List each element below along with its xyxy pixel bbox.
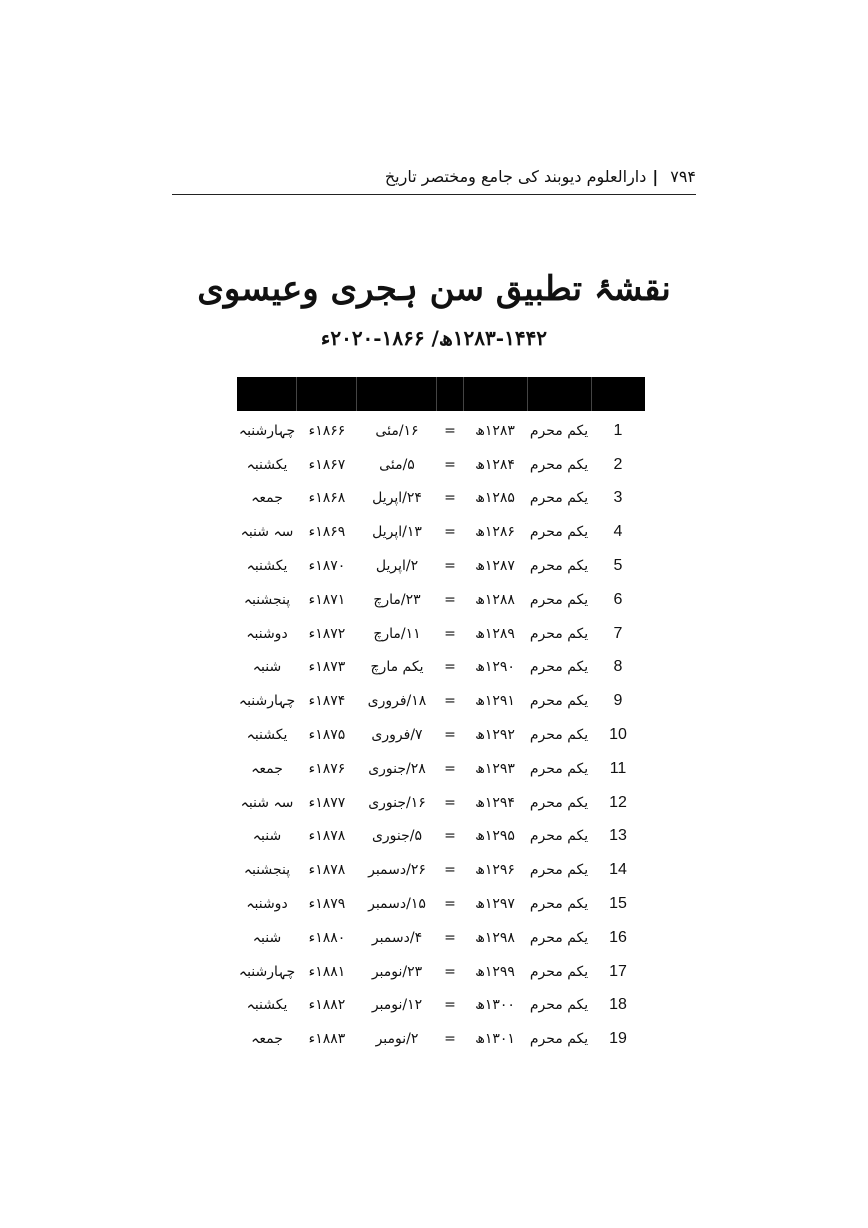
equals-cell: = — [444, 794, 456, 811]
serial-number-cell: 14 — [609, 861, 627, 879]
gregorian-year-cell: ۱۸۷۸ء — [308, 862, 346, 879]
weekday-cell: شنبہ — [252, 659, 282, 676]
gregorian-year-cell: ۱۸۷۵ء — [308, 727, 346, 744]
equals-cell: = — [444, 760, 456, 777]
hijri-date-cell: یکم محرم — [529, 760, 589, 777]
hijri-date-cell: یکم محرم — [529, 862, 589, 879]
table-row — [237, 414, 645, 448]
weekday-cell: جمعہ — [251, 490, 283, 507]
gregorian-year-cell: ۱۸۸۳ء — [308, 1031, 346, 1048]
header-cell-hijri-year — [464, 377, 528, 411]
equals-cell: = — [444, 828, 456, 845]
gregorian-date-cell: ۲/نومبر — [375, 1031, 419, 1048]
gregorian-year-cell: ۱۸۸۲ء — [308, 997, 346, 1014]
equals-cell: = — [444, 1031, 456, 1048]
hijri-year-cell: ۱۳۰۱ھ — [475, 1031, 515, 1048]
gregorian-year-cell: ۱۸۶۷ء — [308, 456, 346, 473]
gregorian-year-cell: ۱۸۷۰ء — [308, 558, 346, 575]
serial-number-cell: 17 — [609, 962, 627, 980]
running-header — [172, 158, 696, 195]
gregorian-year-cell: ۱۸۷۸ء — [308, 828, 346, 845]
serial-number-cell: 1 — [613, 421, 623, 439]
weekday-cell: سہ شنبہ — [240, 794, 294, 811]
serial-number-cell: 13 — [609, 827, 627, 845]
hijri-year-cell: ۱۲۹۳ھ — [475, 760, 515, 777]
equals-cell: = — [444, 963, 456, 980]
page-subtitle: ۱۲۸۳-۱۴۴۲ھ/ ۱۸۶۶-۲۰۲۰ء — [320, 326, 548, 350]
equals-cell: = — [444, 625, 456, 642]
hijri-year-cell: ۱۲۸۷ھ — [475, 558, 515, 575]
hijri-date-cell: یکم محرم — [529, 591, 589, 608]
serial-number-cell: 12 — [609, 793, 627, 811]
hijri-date-cell: یکم محرم — [529, 963, 589, 980]
weekday-cell: جمعہ — [251, 1031, 283, 1048]
equals-cell: = — [444, 862, 456, 879]
equals-cell: = — [444, 524, 456, 541]
hijri-date-cell: یکم محرم — [529, 422, 589, 439]
gregorian-date-cell: ۱۵/دسمبر — [368, 896, 426, 913]
gregorian-year-cell: ۱۸۷۱ء — [308, 591, 346, 608]
gregorian-year-cell: ۱۸۸۰ء — [308, 929, 346, 946]
table-row — [237, 482, 645, 516]
table-row — [237, 989, 645, 1023]
table-row — [237, 921, 645, 955]
calendar-table — [237, 414, 645, 1056]
header-cell-hijri-date — [528, 377, 592, 411]
gregorian-date-cell: ۲۸/جنوری — [368, 760, 426, 777]
gregorian-date-cell: ۱۲/نومبر — [371, 997, 423, 1014]
page-number: ۷۹۴ — [670, 166, 696, 186]
weekday-cell: سہ شنبہ — [240, 524, 294, 541]
hijri-year-cell: ۱۲۹۰ھ — [475, 659, 515, 676]
serial-number-cell: 7 — [613, 624, 623, 642]
gregorian-date-cell: ۲۳/نومبر — [371, 963, 423, 980]
weekday-cell: شنبہ — [252, 929, 282, 946]
hijri-year-cell: ۱۲۹۱ھ — [475, 693, 515, 710]
gregorian-year-cell: ۱۸۷۶ء — [308, 760, 346, 777]
gregorian-date-cell: ۵/مئی — [379, 456, 415, 473]
gregorian-date-cell: ۵/جنوری — [371, 828, 423, 845]
table-row — [237, 515, 645, 549]
serial-number-cell: 9 — [613, 692, 623, 710]
table-row — [237, 651, 645, 685]
header-cell-serial — [592, 377, 645, 411]
table-row — [237, 583, 645, 617]
hijri-date-cell: یکم محرم — [529, 693, 589, 710]
gregorian-date-cell: ۲۳/مارچ — [373, 591, 421, 608]
page-title: نقشۂ تطبیق سن ہجری وعیسوی — [197, 269, 671, 309]
table-row — [237, 752, 645, 786]
table-row — [237, 853, 645, 887]
header-cell-greg-date — [357, 377, 437, 411]
weekday-cell: یکشنبہ — [246, 456, 288, 473]
gregorian-year-cell: ۱۸۷۹ء — [308, 896, 346, 913]
hijri-year-cell: ۱۲۸۸ھ — [475, 591, 515, 608]
serial-number-cell: 19 — [609, 1030, 627, 1048]
table-row — [237, 549, 645, 583]
serial-number-cell: 3 — [613, 489, 623, 507]
gregorian-year-cell: ۱۸۷۴ء — [308, 693, 346, 710]
header-separator: | — [652, 166, 659, 186]
hijri-year-cell: ۱۲۸۴ھ — [475, 456, 515, 473]
table-row — [237, 1022, 645, 1056]
equals-cell: = — [444, 929, 456, 946]
gregorian-date-cell: ۱۶/مئی — [375, 422, 419, 439]
hijri-year-cell: ۱۲۸۳ھ — [475, 422, 515, 439]
table-header — [237, 377, 645, 411]
table-row — [237, 448, 645, 482]
gregorian-date-cell: ۱۳/اپریل — [372, 524, 422, 541]
weekday-cell: شنبہ — [252, 828, 282, 845]
equals-cell: = — [444, 997, 456, 1014]
equals-cell: = — [444, 693, 456, 710]
hijri-year-cell: ۱۲۸۵ھ — [475, 490, 515, 507]
serial-number-cell: 10 — [609, 726, 627, 744]
table-row — [237, 820, 645, 854]
hijri-year-cell: ۱۳۰۰ھ — [475, 997, 515, 1014]
hijri-year-cell: ۱۲۹۹ھ — [475, 963, 515, 980]
hijri-date-cell: یکم محرم — [529, 794, 589, 811]
weekday-cell: پنجشنبہ — [243, 862, 291, 879]
header-cell-weekday — [237, 377, 297, 411]
table-row — [237, 887, 645, 921]
gregorian-date-cell: ۴/دسمبر — [371, 929, 423, 946]
header-cell-equals — [437, 377, 464, 411]
equals-cell: = — [444, 896, 456, 913]
gregorian-date-cell: ۱۶/جنوری — [368, 794, 426, 811]
equals-cell: = — [444, 659, 456, 676]
hijri-year-cell: ۱۲۸۹ھ — [475, 625, 515, 642]
serial-number-cell: 15 — [609, 895, 627, 913]
table-row — [237, 617, 645, 651]
hijri-date-cell: یکم محرم — [529, 625, 589, 642]
equals-cell: = — [444, 727, 456, 744]
hijri-year-cell: ۱۲۹۴ھ — [475, 794, 515, 811]
header-cell-greg-year — [297, 377, 357, 411]
gregorian-date-cell: ۲/اپریل — [375, 558, 419, 575]
hijri-date-cell: یکم محرم — [529, 1031, 589, 1048]
serial-number-cell: 18 — [609, 996, 627, 1014]
equals-cell: = — [444, 422, 456, 439]
gregorian-year-cell: ۱۸۷۷ء — [308, 794, 346, 811]
hijri-year-cell: ۱۲۹۷ھ — [475, 896, 515, 913]
serial-number-cell: 5 — [613, 557, 623, 575]
hijri-year-cell: ۱۲۹۲ھ — [475, 727, 515, 744]
weekday-cell: جمعہ — [251, 760, 283, 777]
weekday-cell: چہارشنبہ — [238, 693, 296, 710]
gregorian-date-cell: ۱۸/فروری — [367, 693, 427, 710]
equals-cell: = — [444, 490, 456, 507]
hijri-date-cell: یکم محرم — [529, 524, 589, 541]
hijri-year-cell: ۱۲۹۵ھ — [475, 828, 515, 845]
hijri-date-cell: یکم محرم — [529, 659, 589, 676]
serial-number-cell: 8 — [613, 658, 623, 676]
table-row — [237, 718, 645, 752]
hijri-date-cell: یکم محرم — [529, 828, 589, 845]
hijri-date-cell: یکم محرم — [529, 896, 589, 913]
serial-number-cell: 2 — [613, 455, 623, 473]
hijri-date-cell: یکم محرم — [529, 456, 589, 473]
hijri-year-cell: ۱۲۹۸ھ — [475, 929, 515, 946]
gregorian-year-cell: ۱۸۷۲ء — [308, 625, 346, 642]
hijri-date-cell: یکم محرم — [529, 997, 589, 1014]
weekday-cell: چہارشنبہ — [238, 422, 296, 439]
hijri-year-cell: ۱۲۸۶ھ — [475, 524, 515, 541]
gregorian-year-cell: ۱۸۸۱ء — [308, 963, 346, 980]
serial-number-cell: 11 — [609, 759, 627, 777]
serial-number-cell: 4 — [613, 523, 623, 541]
weekday-cell: یکشنبہ — [246, 997, 288, 1014]
gregorian-year-cell: ۱۸۶۹ء — [308, 524, 346, 541]
serial-number-cell: 6 — [613, 590, 623, 608]
weekday-cell: یکشنبہ — [246, 727, 288, 744]
equals-cell: = — [444, 558, 456, 575]
gregorian-year-cell: ۱۸۶۶ء — [308, 422, 346, 439]
hijri-date-cell: یکم محرم — [529, 929, 589, 946]
hijri-date-cell: یکم محرم — [529, 727, 589, 744]
weekday-cell: دوشنبہ — [246, 625, 288, 642]
hijri-year-cell: ۱۲۹۶ھ — [475, 862, 515, 879]
weekday-cell: چہارشنبہ — [238, 963, 296, 980]
table-row — [237, 955, 645, 989]
gregorian-date-cell: ۲۶/دسمبر — [368, 862, 426, 879]
gregorian-date-cell: ۲۴/اپریل — [372, 490, 422, 507]
gregorian-date-cell: یکم مارچ — [370, 659, 424, 676]
weekday-cell: پنجشنبہ — [243, 591, 291, 608]
gregorian-year-cell: ۱۸۶۸ء — [308, 490, 346, 507]
gregorian-date-cell: ۷/فروری — [371, 727, 423, 744]
equals-cell: = — [444, 591, 456, 608]
gregorian-date-cell: ۱۱/مارچ — [373, 625, 421, 642]
hijri-date-cell: یکم محرم — [529, 558, 589, 575]
table-row — [237, 684, 645, 718]
serial-number-cell: 16 — [609, 928, 627, 946]
table-row — [237, 786, 645, 820]
weekday-cell: دوشنبہ — [246, 896, 288, 913]
equals-cell: = — [444, 456, 456, 473]
book-title: دارالعلوم دیوبند کی جامع ومختصر تاریخ — [384, 166, 647, 186]
weekday-cell: یکشنبہ — [246, 558, 288, 575]
hijri-date-cell: یکم محرم — [529, 490, 589, 507]
gregorian-year-cell: ۱۸۷۳ء — [308, 659, 346, 676]
